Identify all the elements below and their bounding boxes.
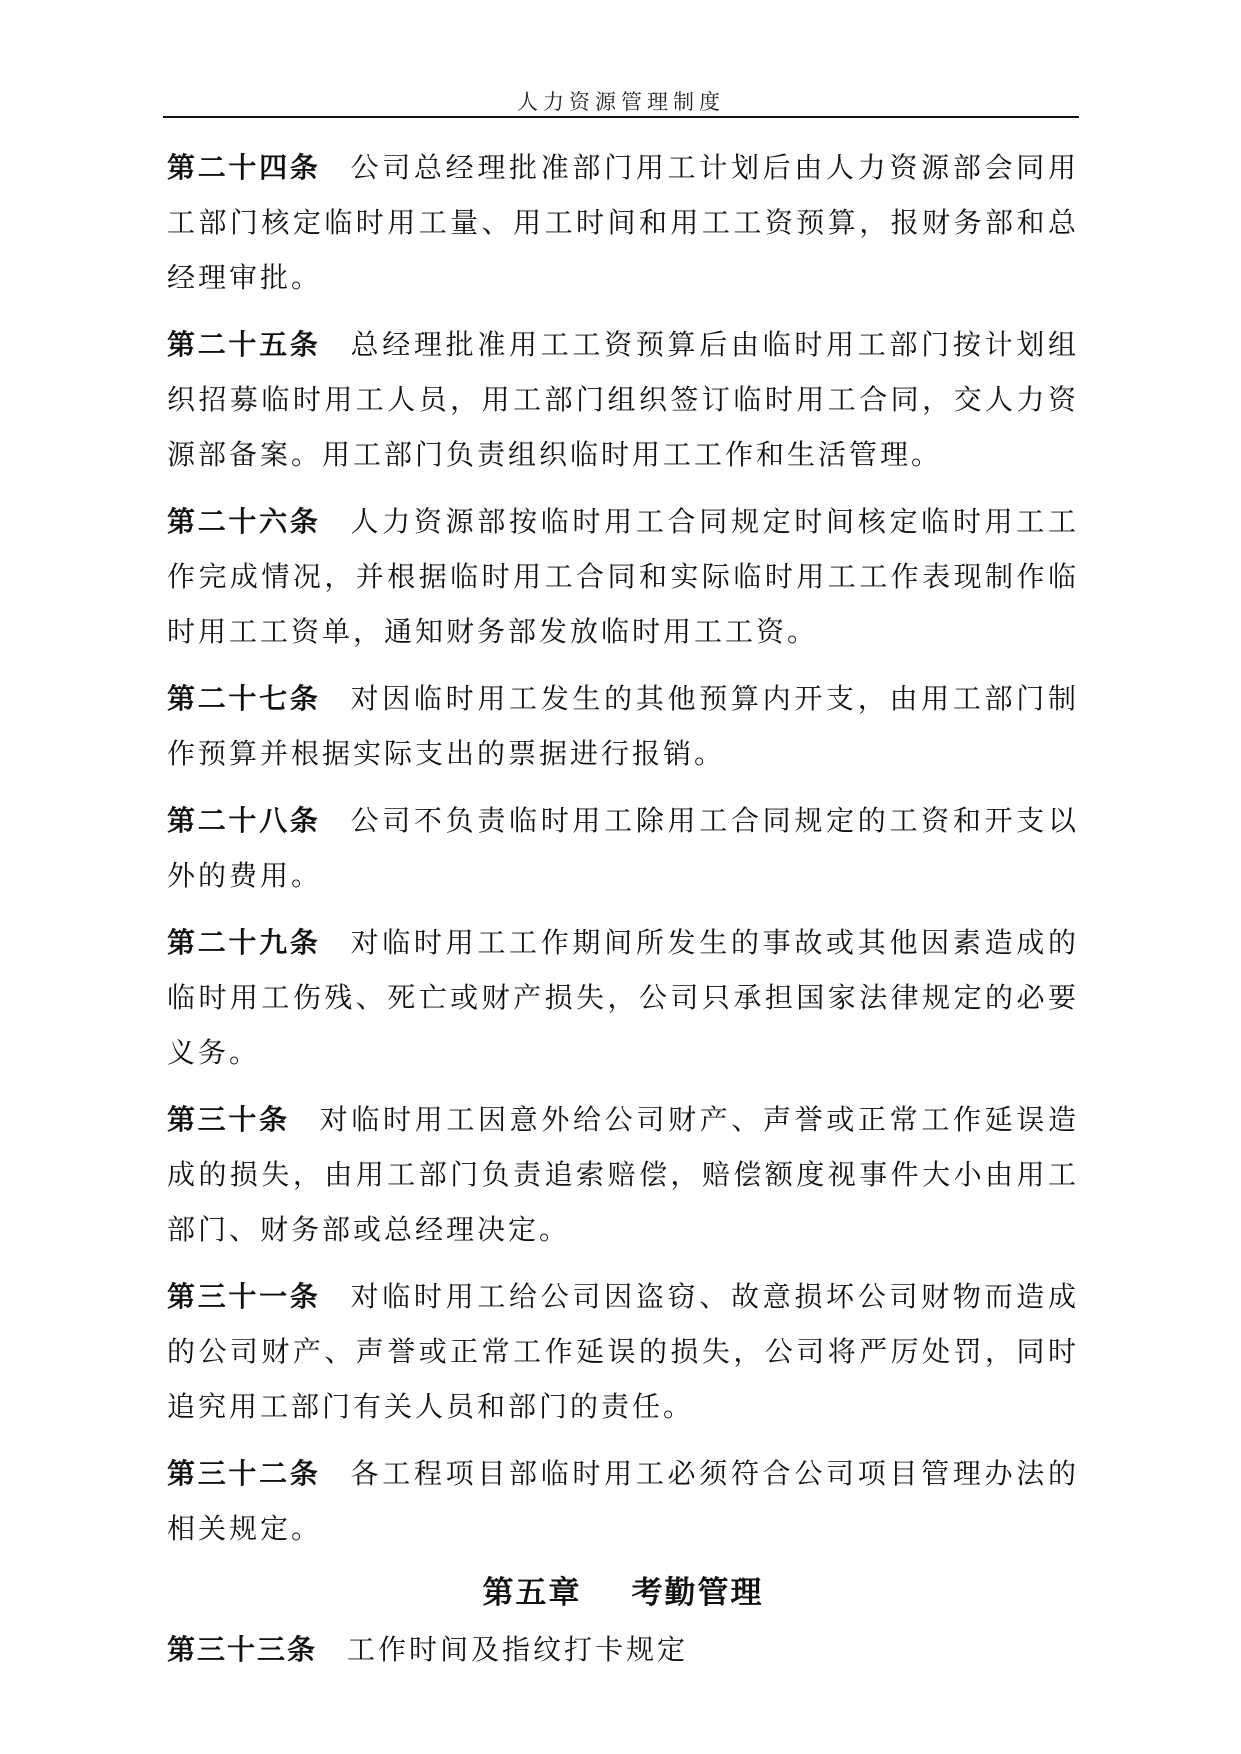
article-label: 第二十五条: [167, 328, 321, 361]
page-header-title: 人力资源管理制度: [517, 90, 725, 114]
article-label: 第二十九条: [167, 926, 321, 959]
article-28: [167, 793, 1079, 903]
article-text: 对临时用工工作期间所发生的事故或其他因素造成的临时用工伤残、死亡或财产损失，公司只承担国家法律规定的必要义务。: [167, 926, 1079, 1069]
article-26: [167, 494, 1079, 659]
article-label: 第三十二条: [167, 1457, 321, 1490]
chapter-heading: [167, 1568, 1079, 1618]
article-text: 对临时用工因意外给公司财产、声誉或正常工作延误造成的损失，由用工部门负责追索赔偿，赔偿额度视事件大小由用工部门、财务部或总经理决定。: [167, 1103, 1079, 1246]
article-text: 工作时间及指纹打卡规定: [347, 1633, 689, 1666]
article-32: [167, 1446, 1079, 1556]
article-text: 人力资源部按临时用工合同规定时间核定临时用工工作完成情况，并根据临时用工合同和实际临时用工工作表现制作临时用工工资单，通知财务部发放临时用工工资。: [167, 505, 1079, 648]
article-text: 对临时用工给公司因盗窃、故意损坏公司财物而造成的公司财产、声誉或正常工作延误的损失，公司将严厉处罚，同时追究用工部门有关人员和部门的责任。: [167, 1280, 1079, 1423]
article-label: 第二十四条: [167, 151, 321, 184]
article-label: 第三十一条: [167, 1280, 321, 1313]
article-27: [167, 671, 1079, 781]
header-divider: [163, 116, 1079, 118]
article-text: 公司不负责临时用工除用工合同规定的工资和开支以外的费用。: [167, 804, 1079, 892]
article-label: 第二十八条: [167, 804, 321, 837]
article-label: 第三十条: [167, 1103, 290, 1136]
article-text: 公司总经理批准部门用工计划后由人力资源部会同用工部门核定临时用工量、用工时间和用工工资预算，报财务部和总经理审批。: [167, 151, 1079, 294]
article-31: [167, 1269, 1079, 1434]
article-29: [167, 915, 1079, 1080]
article-33: [167, 1622, 1079, 1677]
chapter-number: 第五章: [482, 1575, 582, 1611]
document-body: [167, 140, 1079, 1689]
article-25: [167, 317, 1079, 482]
article-text: 对因临时用工发生的其他预算内开支，由用工部门制作预算并根据实际支出的票据进行报销。: [167, 682, 1079, 770]
article-30: [167, 1092, 1079, 1257]
article-label: 第二十七条: [167, 682, 321, 715]
article-text: 各工程项目部临时用工必须符合公司项目管理办法的相关规定。: [167, 1457, 1079, 1545]
article-label: 第二十六条: [167, 505, 321, 538]
article-label: 第三十三条: [167, 1633, 318, 1666]
article-24: [167, 140, 1079, 305]
chapter-title: 考勤管理: [631, 1575, 764, 1611]
article-text: 总经理批准用工工资预算后由临时用工部门按计划组织招募临时用工人员，用工部门组织签订临时用工合同，交人力资源部备案。用工部门负责组织临时用工工作和生活管理。: [167, 328, 1079, 471]
